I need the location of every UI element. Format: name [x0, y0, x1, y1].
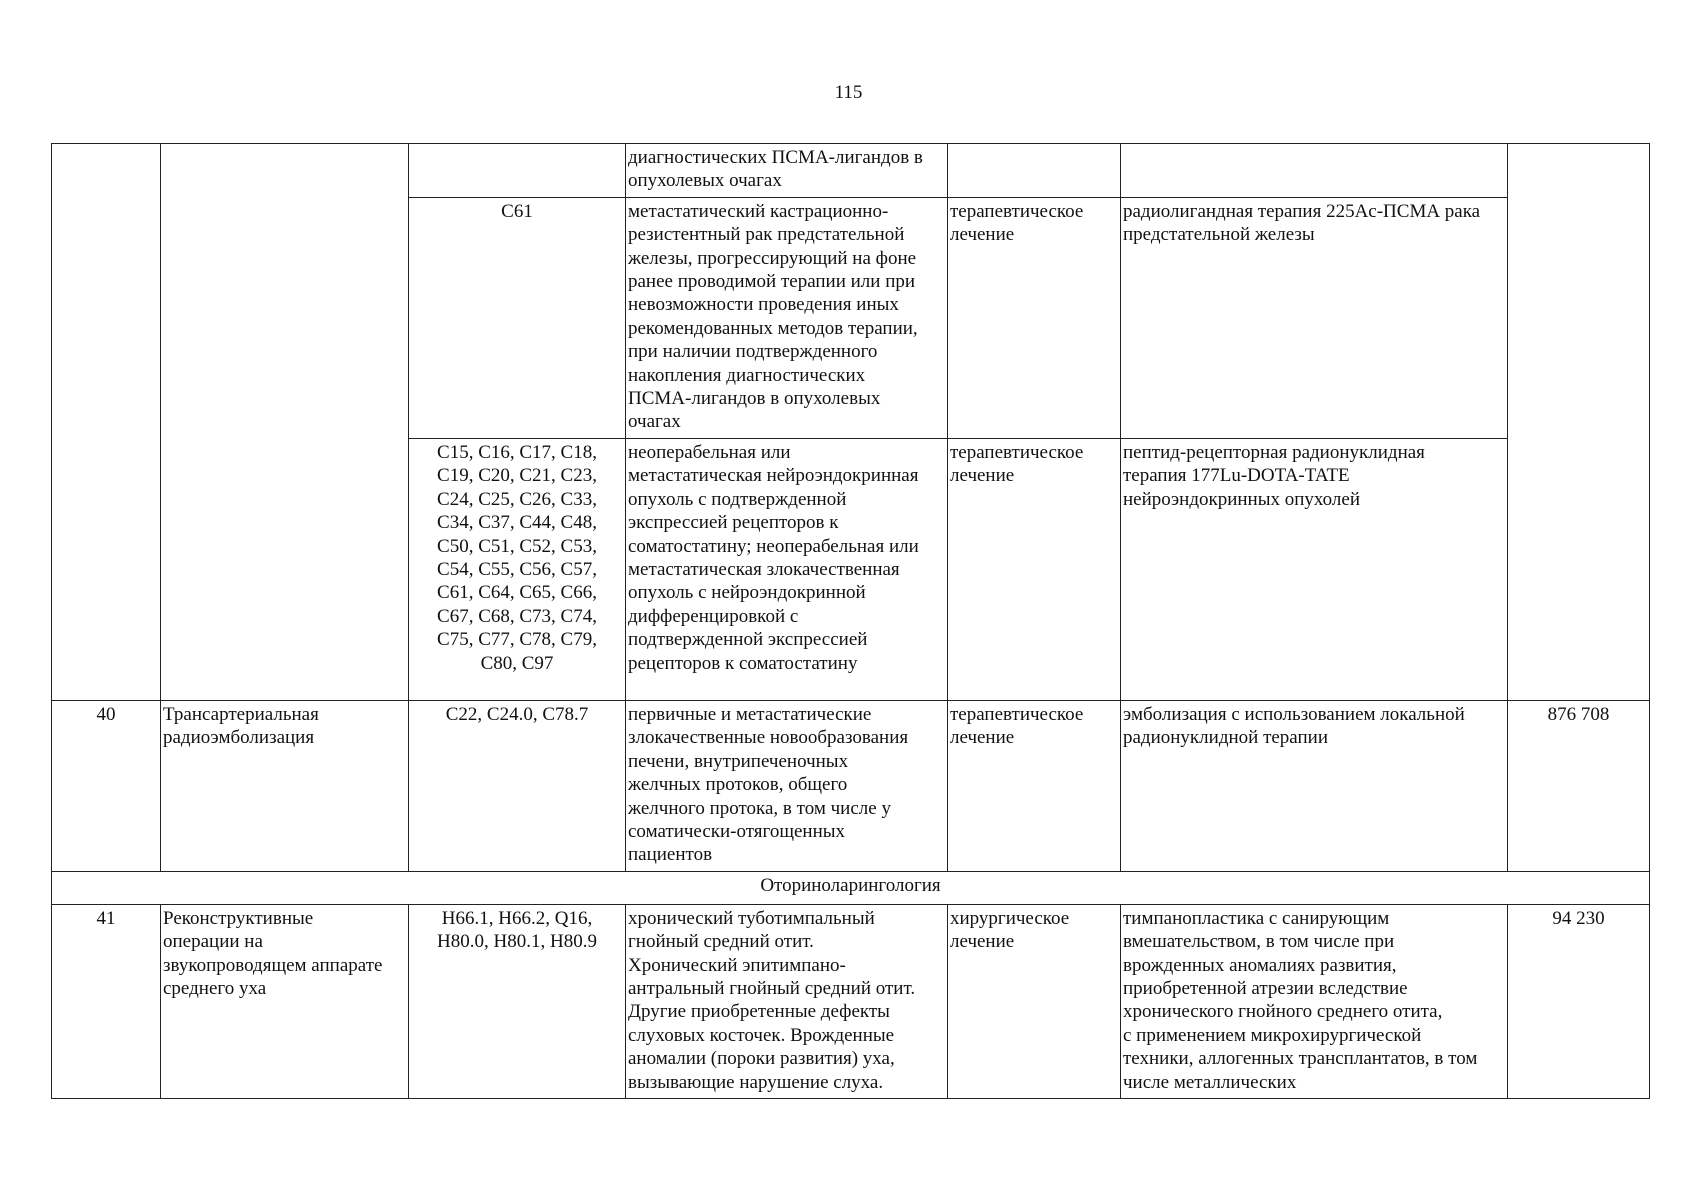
price-cell: 876 708	[1508, 700, 1650, 871]
icd-codes-cell: C61	[409, 197, 626, 438]
icd-codes-cell: H66.1, H66.2, Q16, H80.0, H80.1, H80.9	[409, 904, 626, 1098]
price-cell	[1508, 144, 1650, 701]
treatment-type-cell: терапевтическое лечение	[948, 438, 1121, 700]
icd-codes-cell: C15, C16, C17, C18, C19, C20, C21, C23, C24, C25, C26, C33, C34, C37, C44, C48, C50, C51, C52, C53, C54, C55, C56, C57, C61, C64, C65, C66, C67, C68, C73, C74, C75, C77, C78, C79, C80, C97	[409, 438, 626, 700]
treatment-type-cell: терапевтическое лечение	[948, 700, 1121, 871]
row-number-cell: 40	[52, 700, 161, 871]
icd-codes-cell: C22, C24.0, C78.7	[409, 700, 626, 871]
icd-codes-cell	[409, 144, 626, 198]
procedure-name-cell: Реконструктивные операции на звукопроводящем аппарате среднего уха	[161, 904, 409, 1098]
diagnosis-cell: метастатический кастрационно- резистентный рак предстательной железы, прогрессирующий на фоне ранее проводимой терапии или при невозможности проведения иных рекомендованных методов терапии, при наличии подтвержденного накопления диагностических ПСМА-лигандов в опухолевых очагах	[626, 197, 948, 438]
table-row	[52, 700, 1650, 871]
table-row	[52, 904, 1650, 1098]
table-row	[52, 144, 1650, 198]
treatment-method-cell: пептид-рецепторная радионуклидная терапия 177Lu-DOTA-TATE нейроэндокринных опухолей	[1121, 438, 1508, 700]
treatment-type-cell: хирургическое лечение	[948, 904, 1121, 1098]
diagnosis-cell: хронический туботимпальный гнойный средний отит. Хронический эпитимпано- антральный гнойный средний отит. Другие приобретенные дефекты слуховых косточек. Врожденные аномалии (пороки развития) уха, вызывающие нарушение слуха.	[626, 904, 948, 1098]
treatment-method-cell: тимпанопластика с санирующим вмешательством, в том числе при врожденных аномалиях развития, приобретенной атрезии вследствие хронического гнойного среднего отита, с применением микрохирургической техники, аллогенных трансплантатов, в том числе металлических	[1121, 904, 1508, 1098]
diagnosis-cell: первичные и метастатические злокачественные новообразования печени, внутрипеченочных желчных протоков, общего желчного протока, в том числе у соматически-отягощенных пациентов	[626, 700, 948, 871]
row-number-cell: 41	[52, 904, 161, 1098]
procedures-table	[51, 143, 1650, 1099]
treatment-type-cell	[948, 144, 1121, 198]
price-cell: 94 230	[1508, 904, 1650, 1098]
treatment-method-cell	[1121, 144, 1508, 198]
procedure-name-cell	[161, 144, 409, 701]
section-title: Оториноларингология	[52, 871, 1650, 904]
row-number-cell	[52, 144, 161, 701]
treatment-method-cell: радиолигандная терапия 225Ac-ПСМА рака предстательной железы	[1121, 197, 1508, 438]
treatment-type-cell: терапевтическое лечение	[948, 197, 1121, 438]
page-number: 115	[834, 82, 863, 103]
treatment-method-cell: эмболизация с использованием локальной радионуклидной терапии	[1121, 700, 1508, 871]
diagnosis-cell: неоперабельная или метастатическая нейроэндокринная опухоль с подтвержденной экспрессией рецепторов к соматостатину; неоперабельная или метастатическая злокачественная опухоль с нейроэндокринной дифференцировкой с подтвержденной экспрессией рецепторов к соматостатину	[626, 438, 948, 700]
section-header-row	[52, 871, 1650, 904]
procedure-name-cell: Трансартериальная радиоэмболизация	[161, 700, 409, 871]
diagnosis-cell: диагностических ПСМА-лигандов в опухолевых очагах	[626, 144, 948, 198]
